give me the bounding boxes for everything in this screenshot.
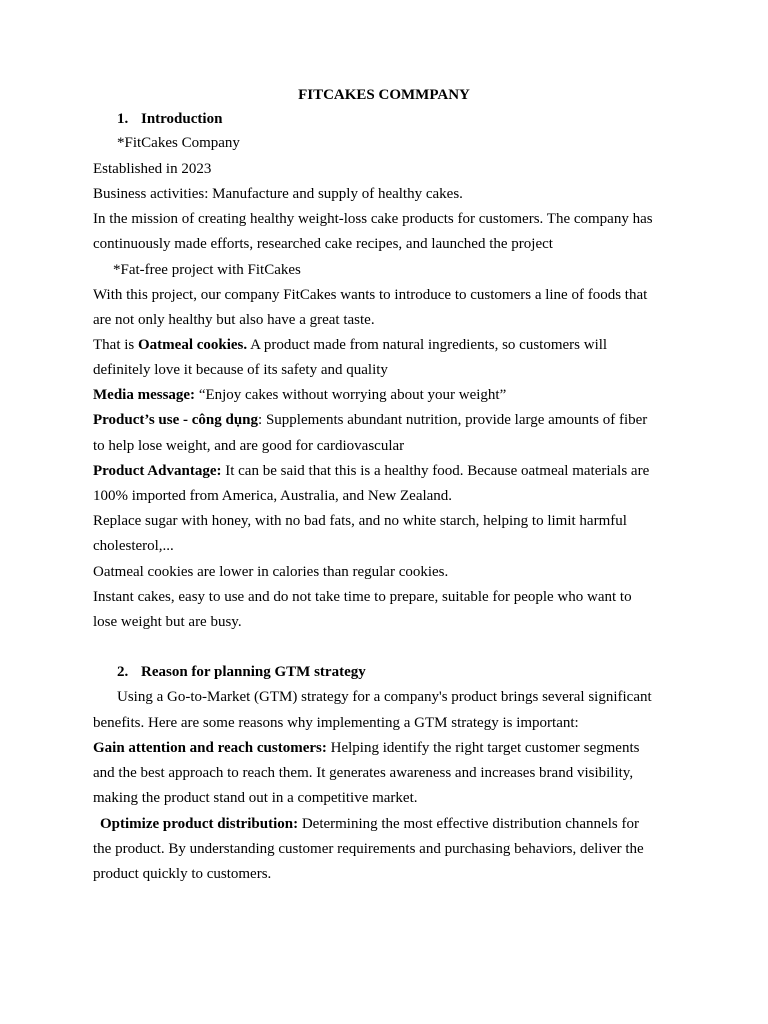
media-message-label: Media message: <box>93 387 196 403</box>
optimize-distribution-line-3: product quickly to customers. <box>93 866 272 882</box>
oatmeal-line-1 <box>93 333 674 358</box>
section-1-heading <box>117 107 674 132</box>
section-1-title: Introduction <box>141 111 223 127</box>
product-advantage-line-1 <box>93 459 674 484</box>
media-message-line <box>93 383 674 408</box>
oatmeal-line-2: definitely love it because of its safety and quality <box>93 362 388 378</box>
project-line-2: are not only healthy but also have a great taste. <box>93 312 375 328</box>
optimize-distribution-text: Determining the most effective distribution channels for <box>298 816 639 832</box>
gain-attention-line-2: and the best approach to reach them. It generates awareness and increases brand visibility, <box>93 765 634 781</box>
optimize-distribution-line-1 <box>100 812 674 837</box>
document-title: FITCAKES COMMPANY <box>298 87 470 103</box>
mission-line-1: In the mission of creating healthy weight-loss cake products for customers. The company has <box>93 211 653 227</box>
calories-line: Oatmeal cookies are lower in calories than regular cookies. <box>93 564 449 580</box>
gain-attention-line-3: making the product stand out in a competitive market. <box>93 790 418 806</box>
oatmeal-prefix: That is <box>93 337 138 353</box>
gain-attention-label: Gain attention and reach customers: <box>93 740 327 756</box>
business-activities-line: Business activities: Manufacture and supply of healthy cakes. <box>93 186 463 202</box>
instant-line-2: lose weight but are busy. <box>93 614 242 630</box>
sugar-line-1: Replace sugar with honey, with no bad fats, and no white starch, helping to limit harmful <box>93 513 627 529</box>
product-use-label: Product’s use - công dụng <box>93 412 259 428</box>
product-advantage-label: Product Advantage: <box>93 463 222 479</box>
gtm-line-1: Using a Go-to-Market (GTM) strategy for a company's product brings several significant <box>117 689 652 705</box>
media-message-text: “Enjoy cakes without worrying about your weight” <box>195 387 507 403</box>
oatmeal-product-name: Oatmeal cookies. <box>138 337 248 353</box>
optimize-distribution-line-2: the product. By understanding customer requirements and purchasing behaviors, deliver the <box>93 841 644 857</box>
product-use-line-2: to help lose weight, and are good for cardiovascular <box>93 438 405 454</box>
section-2-heading <box>117 660 674 685</box>
gain-attention-line-1 <box>93 736 674 761</box>
product-use-text: : Supplements abundant nutrition, provide large amounts of fiber <box>258 412 648 428</box>
optimize-distribution-label: Optimize product distribution: <box>100 816 299 832</box>
project-subheading: *Fat-free project with FitCakes <box>113 262 301 278</box>
gtm-line-2: benefits. Here are some reasons why implementing a GTM strategy is important: <box>93 715 579 731</box>
product-advantage-text: It can be said that this is a healthy food. Because oatmeal materials are <box>221 463 650 479</box>
instant-line-1: Instant cakes, easy to use and do not take time to prepare, suitable for people who want to <box>93 589 632 605</box>
oatmeal-description: A product made from natural ingredients, so customers will <box>247 337 608 353</box>
mission-line-2: continuously made efforts, researched cake recipes, and launched the project <box>93 236 553 252</box>
gain-attention-text: Helping identify the right target customer segments <box>326 740 640 756</box>
product-advantage-line-2: 100% imported from America, Australia, and New Zealand. <box>93 488 453 504</box>
section-1-number: 1. <box>117 111 129 127</box>
section-2-title: Reason for planning GTM strategy <box>141 664 366 680</box>
sugar-line-2: cholesterol,... <box>93 538 174 554</box>
section-2-number: 2. <box>117 664 129 680</box>
company-subheading: *FitCakes Company <box>117 135 240 151</box>
project-line-1: With this project, our company FitCakes wants to introduce to customers a line of foods that <box>93 287 648 303</box>
established-line: Established in 2023 <box>93 161 212 177</box>
product-use-line-1 <box>93 408 674 433</box>
